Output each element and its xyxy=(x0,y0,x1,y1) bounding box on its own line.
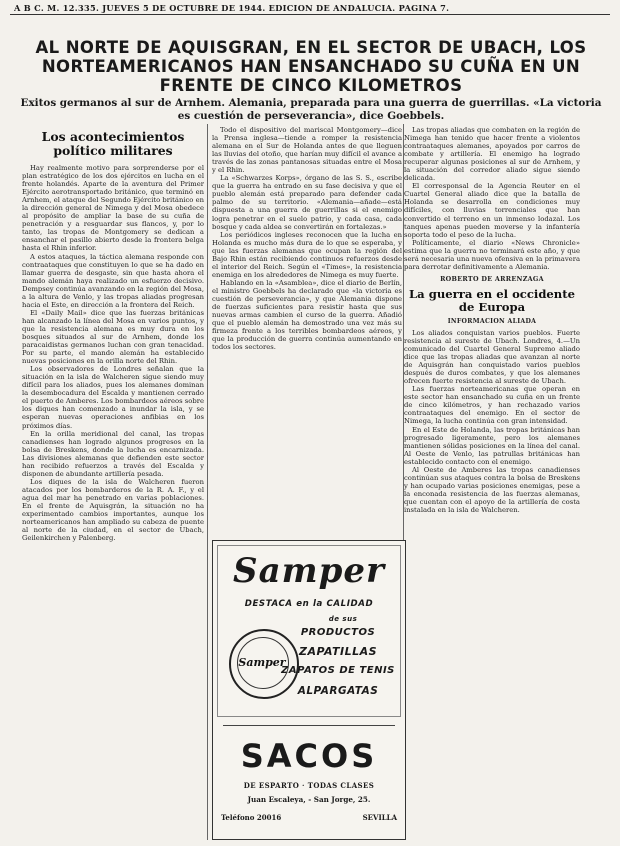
column-divider xyxy=(207,124,208,840)
brand-seal-icon xyxy=(229,629,299,699)
ad2-address: Juan Escaleya, - San Jorge, 25. xyxy=(247,795,371,804)
main-headline: AL NORTE DE AQUISGRAN, EN EL SECTOR DE UBACH, LOS NORTEAMERICANOS HAN ENSANCHADO SU CUÑA EN UN FRENTE DE CINCO KILOMETROS xyxy=(35,38,587,95)
article-paragraph: Políticamente, el diario «News Chronicle» estima que la guerra no terminará este año, y que será necesaria una nueva ofensiva en la primavera para derrotar definitivamente a Alemania. xyxy=(404,238,580,271)
article-paragraph: En el Este de Holanda, las tropas británicas han progresado ligeramente, pero los alemanes mantienen sólidas posiciones en la línea del canal. Al Oeste de Venlo, las patrullas británicas han establecido contacto con el enemigo. xyxy=(404,425,580,466)
article-paragraph: Los observadores de Londres señalan que la situación en la isla de Walcheren sigue siendo muy difícil para los aliados, pues los alemanes dominan la desembocadura del Escalda y mantienen cerrado el puerto de Amberes. Los bombardeos aéreos sobre los diques han comenzado a inundar la isla, y se esperan nuevas operaciones anfibias en los próximos días. xyxy=(22,365,204,430)
column-title: Los acontecimientos político militares xyxy=(41,129,185,158)
author-signature: ROBERTO DE ARRENZAGA xyxy=(440,274,544,283)
masthead: A B C. M. 12.335. JUEVES 5 DE OCTUBRE DE 1944. EDICION DE ANDALUCIA. PAGINA 7. xyxy=(14,3,450,13)
article-paragraph: A estos ataques, la táctica alemana responde con contraataques que constituyen lo que se ha dado en llamar guerra de desgaste, sin que hasta ahora el mando alemán haya realizado un esfuerzo decisivo. Dempsey continúa avanzando en la región del Mosa, a la altura de Venlo, y las tropas aliadas progresan hacia el Este, en dirección a la frontera del Reich. xyxy=(22,252,204,309)
article-paragraph: Al Oeste de Amberes las tropas canadienses continúan sus ataques contra la bolsa de Breskens y han ocupado varias posiciones enemigas, pese a la enconada resistencia de las fuerzas alemanas, que cuentan con el apoyo de la artillería de costa instalada en la isla de Walcheren. xyxy=(404,465,580,514)
column-left xyxy=(22,126,204,838)
section-title: La guerra en el occidente de Europa xyxy=(409,286,575,315)
article-paragraph: Las tropas aliadas que combaten en la región de Nimega han tenido que hacer frente a violentos contraataques alemanes, apoyados por carros de combate y artillería. El enemigo ha logrado recuperar algunas posiciones al sur de Arnhem, y la situación del corredor aliado sigue siendo delicada. xyxy=(404,126,580,183)
ad-product: ALPARGATAS xyxy=(297,685,379,697)
article-paragraph: Los periódicos ingleses reconocen que la lucha en Holanda es mucho más dura de lo que se esperaba, y que las fuerzas alemanas que ocupan la región del Bajo Rhin están recibiendo continuos refuerzos desde el interior del Reich. Según el «Times», la resistencia enemiga en los alrededores de Nimega es muy fuerte. xyxy=(212,230,402,279)
advertisement xyxy=(212,540,406,840)
article-paragraph: En la orilla meridional del canal, las tropas canadienses han logrado algunos progresos en la bolsa de Breskens, donde la lucha es encarnizada. Las divisiones alemanas que defienden este sector han recibido refuerzos a través del Escalda y disponen de abundante artillería pesada. xyxy=(22,429,204,478)
ad-product: ZAPATOS DE TENIS xyxy=(281,665,395,676)
column-middle xyxy=(212,126,402,544)
ad-product: PRODUCTOS xyxy=(300,627,376,638)
ad2-city: SEVILLA xyxy=(362,813,397,822)
article-paragraph: El corresponsal de la Agencia Reuter en el Cuartel General aliado dice que la batalla de Holanda se desarrolla en condiciones muy difíciles, con lluvias torrenciales que han convertido el terreno en un inmenso lodazal. Los tanques apenas pueden moverse y la infantería soporta todo el peso de la lucha. xyxy=(404,182,580,239)
article-paragraph: La «Schwarzes Korps», órgano de las S. S., escribe que la guerra ha entrado en su fase decisiva y que el pueblo alemán está preparado para defender cada palmo de su territorio. «Alemania—añade—está dispuesta a una guerra de guerrillas si el enemigo logra penetrar en el suelo patrio, y cada casa, cada bosque y cada aldea se convertirán en fortalezas.» xyxy=(212,174,402,231)
subheadline: Exitos germanos al sur de Arnhem. Alemania, preparada para una guerra de guerrillas. «La victoria es cuestión de perseverancia», dice Goebbels. xyxy=(20,97,602,122)
ad2-title: SACOS xyxy=(240,737,378,775)
ad-divider xyxy=(223,725,395,726)
seal-text: Samper xyxy=(238,656,286,669)
ad-tagline: DESTACA en la CALIDAD xyxy=(244,599,374,609)
article-paragraph: Hay realmente motivo para sorprenderse por el plan estratégico de los dos ejércitos en lucha en el frente holandés. Aparte de la aventura del Primer Ejército aerotransportado británico, que terminó en Arnhem, el ataque del Segundo Ejército británico en la dirección general de Nimega y del Mosa obedece al propósito de ampliar la base de su cuña de penetración y a resguardar sus flancos, y, por lo tanto, las tropas de Montgomery se dedican a ensanchar el pasillo abierto desde la frontera belga hasta el Rhin inferior. xyxy=(22,164,204,253)
ad2-phone: Teléfono 20016 xyxy=(221,813,282,822)
column-right xyxy=(404,126,580,838)
seal-graphic xyxy=(229,629,295,695)
section-label: INFORMACION ALIADA xyxy=(447,317,537,325)
masthead-rule xyxy=(10,14,610,15)
ad-product: ZAPATILLAS xyxy=(298,645,378,658)
ad2-subtitle: DE ESPARTO · TODAS CLASES xyxy=(243,781,375,790)
ad-intro: de sus xyxy=(328,615,358,623)
article-paragraph: Los aliados conquistan varios pueblos. Fuerte resistencia al sureste de Ubach. Londres, 4.—Un comunicado del Cuartel General Supremo aliado dice que las tropas aliadas que avanzan al norte de Aquisgrán han conquistado varios pueblos después de duros combates, y que los alemanes ofrecen fuerte resistencia al sureste de Ubach. xyxy=(404,328,580,386)
article-paragraph: Todo el dispositivo del mariscal Montgomery—dice la Prensa inglesa—tiende a romper la resistencia alemana en el Sur de Holanda antes de que lleguen las lluvias del otoño, que harían muy difícil el avance a través de las zonas pantanosas situadas entre el Mosa y el Rhin. xyxy=(212,126,402,175)
article-paragraph: Hablando en la «Asamblea», dice el diario de Berlín, el ministro Goebbels ha declarado que «la victoria es cuestión de perseverancia», y que Alemania dispone de fuerzas suficientes para resistir hasta que sus nuevas armas cambien el curso de la guerra. Añadió que el pueblo alemán ha demostrado una vez más su firmeza frente a los terribles bombardeos aéreos, y que la producción de guerra continúa aumentando en todos los sectores. xyxy=(212,278,402,352)
ad-brand: Samper xyxy=(233,551,385,591)
article-paragraph: El «Daily Mail» dice que las fuerzas británicas han alcanzado la línea del Mosa en varios puntos, y que la resistencia alemana es muy dura en los bosques situados al sur de Arnhem, donde los paracaidistas germanos luchan con gran tenacidad. Por su parte, el mando alemán ha establecido nuevas posiciones en la orilla norte del Rhin. xyxy=(22,308,204,366)
article-paragraph: Las fuerzas norteamericanas que operan en este sector han ensanchado su cuña en un frente de cinco kilómetros, y han rechazado varios contraataques del enemigo. En el sector de Nimega, la lucha continúa con gran intensidad. xyxy=(404,385,580,426)
article-paragraph: Los diques de la isla de Walcheren fueron atacados por los bombarderos de la R. A. F., y el agua del mar ha penetrado en varias poblaciones. En el frente de Aquisgrán, la situación no ha experimentado cambios importantes, aunque los norteamericanos han ampliado su cabeza de puente al norte de la ciudad, en el sector de Ubach, Geilenkirchen y Palenberg. xyxy=(22,477,204,543)
